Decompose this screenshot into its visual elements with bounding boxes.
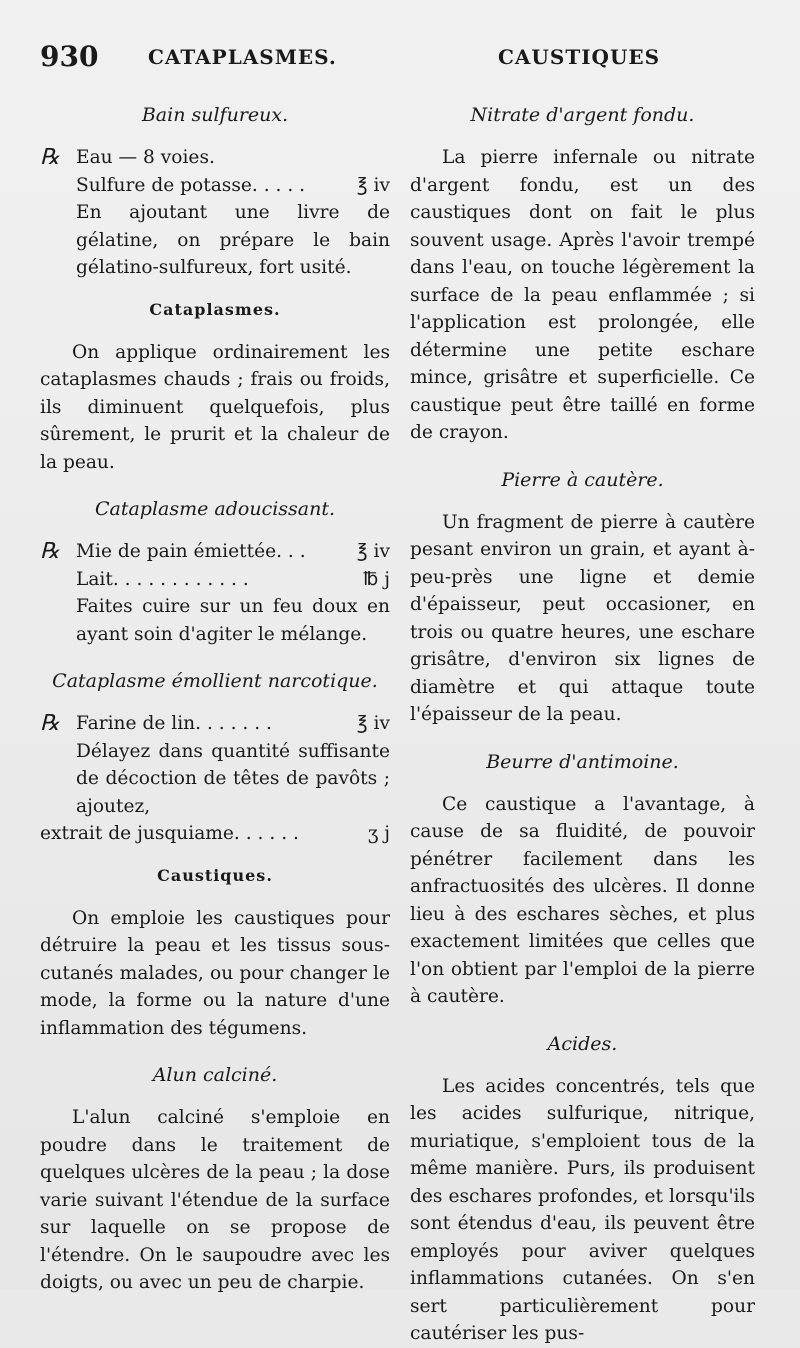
recipe-symbol: ℞: [40, 539, 60, 564]
section-heading-cataplasmes: Cataplasmes.: [149, 299, 281, 319]
section-title-cataplasme-adoucissant: Cataplasme adoucissant.: [94, 498, 336, 520]
prescription-line: [40, 172, 390, 200]
section-title-alun-calcine: Alun calciné.: [152, 1064, 278, 1086]
right-column: [410, 96, 755, 1348]
ingredient-quantity: ℔ j: [363, 568, 390, 590]
section-heading-caustiques: Caustiques.: [157, 865, 273, 885]
section-title-beurre-antimoine: Beurre d'antimoine.: [486, 750, 679, 773]
prescription-line: [40, 710, 390, 738]
left-column: [40, 96, 390, 1297]
paragraph-alun: L'alun calciné s'emploie en poudre dans le traitement de quelques ulcères de la peau ; la dose varie suivant l'étendue de la surface sur laquelle on se propose de l'étendre. On le saupoudre avec les doigts, ou avec un peu de charpie.: [40, 1107, 390, 1293]
prescription-line: [40, 538, 390, 566]
recipe-symbol: ℞: [40, 711, 60, 736]
section-title-acides: Acides.: [547, 1032, 618, 1055]
section-title-bain-sulfureux: Bain sulfureux.: [141, 104, 289, 126]
running-title-left: CATAPLASMES.: [148, 45, 337, 69]
paragraph-cataplasmes: On applique ordinairement les cataplasmes chauds ; frais ou froids, ils diminuent quelquefois, plus sûrement, le prurit et la chaleur de la peau.: [40, 341, 390, 473]
ingredient-quantity: ℥ iv: [356, 541, 390, 562]
page-header: [40, 40, 770, 80]
paragraph-nitrate: La pierre infernale ou nitrate d'argent fondu, est un des caustiques dont on fait le plus souvent usage. Après l'avoir trempé dans l'eau, on touche légèrement la surface de la peau enflammée ; si l'application est prolongée, elle détermine une petite eschare mince, grisâtre et superficielle. Ce caustique peut être taillé en forme de crayon.: [410, 147, 755, 443]
ingredient-quantity: ℥ iv: [356, 174, 390, 196]
prescription-line: [40, 144, 390, 172]
paragraph-emollient: Délayez dans quantité suffisante de décoction de têtes de pavôts ; ajoutez,: [76, 740, 390, 817]
section-title-cataplasme-emollient: Cataplasme émollient narcotique.: [52, 670, 378, 692]
ingredient: Farine de lin. . . . . . .: [76, 713, 272, 734]
section-title-pierre-a-cautere: Pierre à cautère.: [501, 468, 664, 491]
ingredient-quantity: ʒ j: [367, 823, 390, 844]
paragraph-acides: Les acides concentrés, tels que les acides sulfurique, nitrique, muriatique, s'emploient tous de la même manière. Purs, ils produisent des eschares profondes, et lorsqu'ils sont étendus d'eau, ils peuvent être employés pour aviver quelques inflammations cutanées. On s'en sert particulièrement pour cautériser les pus-: [410, 1075, 755, 1344]
section-title-nitrate: Nitrate d'argent fondu.: [470, 104, 695, 126]
ingredient: extrait de jusquiame. . . . . .: [40, 823, 299, 844]
paragraph-adoucissant: Faites cuire sur un feu doux en ayant soin d'agiter le mélange.: [76, 596, 390, 645]
paragraph-caustiques: On emploie les caustiques pour détruire la peau et les tissus sous-cutanés malades, ou pour changer le mode, la forme ou la nature d'une inflammation des tégumens.: [40, 907, 390, 1039]
page-number: 930: [40, 40, 99, 73]
prescription-line: [40, 820, 390, 848]
ingredient: Mie de pain émiettée. . .: [76, 541, 306, 562]
ingredient: Eau — 8 voies.: [76, 147, 215, 168]
ingredient: Sulfure de potasse. . . . .: [76, 174, 306, 196]
paragraph-bain: En ajoutant une livre de gélatine, on prépare le bain gélatino-sulfureux, fort usité.: [76, 202, 390, 278]
prescription-line: [40, 566, 390, 594]
ingredient: Lait. . . . . . . . . . . .: [76, 568, 249, 590]
recipe-symbol: ℞: [40, 145, 60, 170]
ingredient-quantity: ℥ iv: [356, 713, 390, 734]
paragraph-pierre: Un fragment de pierre à cautère pesant environ un grain, et ayant à-peu-près une ligne et demie d'épaisseur, peut occasioner, en trois ou quatre heures, une eschare grisâtre, d'environ six lignes de diamètre et qui attaque toute l'épaisseur de la peau.: [410, 511, 755, 725]
paragraph-beurre: Ce caustique a l'avantage, à cause de sa fluidité, de pouvoir pénétrer facilement dans les anfractuosités des ulcères. Il donne lieu à des eschares sèches, et plus exactement limitées que celles que l'on obtient par l'emploi de la pierre à cautère.: [410, 793, 755, 1007]
running-title-right: CAUSTIQUES: [498, 45, 661, 69]
